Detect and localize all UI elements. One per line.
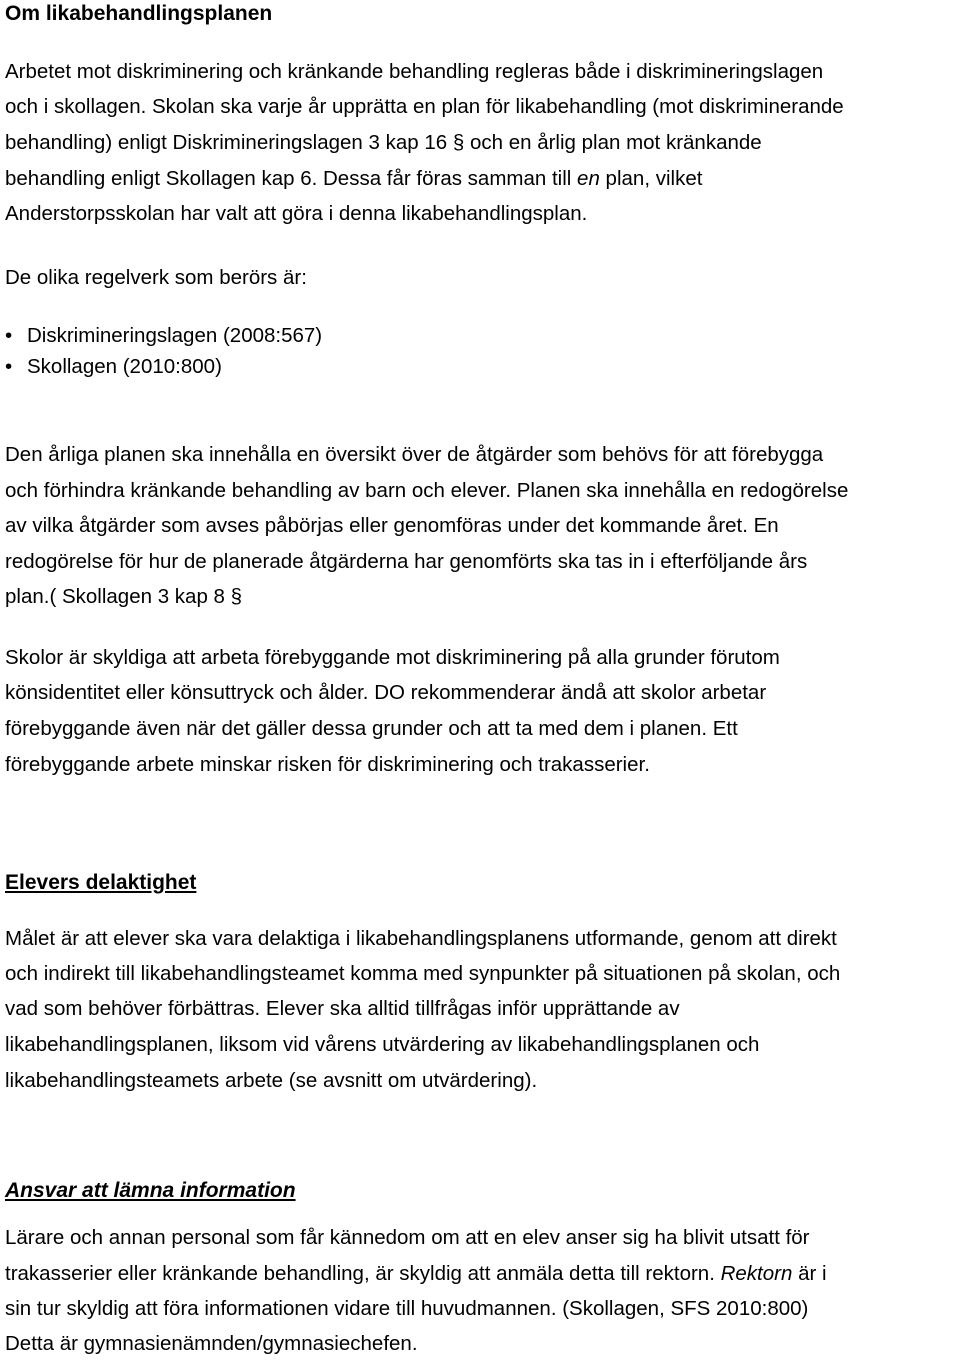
heading-ansvar-att-lamna-information: Ansvar att lämna information <box>5 1179 296 1202</box>
text-line: och förhindra kränkande behandling av barn och elever. Planen ska innehålla en redogörelse <box>5 479 849 502</box>
text-line <box>5 169 702 190</box>
heading-elevers-delaktighet: Elevers delaktighet <box>5 871 197 894</box>
text-line: könsidentitet eller könsuttryck och ålder. DO rekommenderar ändå att skolor arbetar <box>5 681 767 704</box>
text-line: Detta är gymnasienämnden/gymnasiechefen. <box>5 1332 418 1355</box>
text-line: likabehandlingsteamets arbete (se avsnitt om utvärdering). <box>5 1069 538 1092</box>
text-line: Anderstorpsskolan har valt att göra i denna likabehandlingsplan. <box>5 202 588 225</box>
text-line: behandling) enligt Diskrimineringslagen 3 kap 16 § och en årlig plan mot kränkande <box>5 131 762 154</box>
text-line: Skolor är skyldiga att arbeta förebyggande mot diskriminering på alla grunder förutom <box>5 646 780 669</box>
text-line: av vilka åtgärder som avses påbörjas eller genomföras under det kommande året. En <box>5 514 779 537</box>
text-span: behandling enligt Skollagen kap 6. Dessa får föras samman till <box>5 167 578 190</box>
bullet-icon: • <box>5 324 13 347</box>
text-span: trakasserier eller kränkande behandling, är skyldig att anmäla detta till rektorn. <box>5 1262 721 1285</box>
text-line: plan.( Skollagen 3 kap 8 § <box>5 585 243 608</box>
text-line: redogörelse för hur de planerade åtgärderna har genomförts ska tas in i efterföljande års <box>5 550 808 573</box>
text-line: likabehandlingsplanen, liksom vid vårens utvärdering av likabehandlingsplanen och <box>5 1033 760 1056</box>
text-line <box>5 1264 827 1285</box>
emphasis-en: en <box>577 167 600 190</box>
list-item <box>5 357 222 378</box>
text-span: plan, vilket <box>599 167 703 190</box>
list-item-text: Diskrimineringslagen (2008:567) <box>27 324 323 347</box>
text-line: förebyggande även när det gäller dessa grunder och att ta med dem i planen. Ett <box>5 717 738 740</box>
text-line: och i skollagen. Skolan ska varje år upprätta en plan för likabehandling (mot diskriminerande <box>5 95 844 118</box>
text-line: Arbetet mot diskriminering och kränkande behandling regleras både i diskrimineringslagen <box>5 60 824 83</box>
text-line: och indirekt till likabehandlingsteamet komma med synpunkter på situationen på skolan, och <box>5 962 841 985</box>
text-line: Den årliga planen ska innehålla en översikt över de åtgärder som behövs för att förebygga <box>5 443 824 466</box>
text-line: Lärare och annan personal som får kännedom om att en elev anser sig ha blivit utsatt för <box>5 1226 810 1249</box>
text-line: Målet är att elever ska vara delaktiga i likabehandlingsplanens utformande, genom att direkt <box>5 927 837 950</box>
bullet-icon: • <box>5 355 13 378</box>
emphasis-rektorn: Rektorn <box>720 1262 793 1285</box>
text-line: vad som behöver förbättras. Elever ska alltid tillfrågas inför upprättande av <box>5 997 680 1020</box>
list-item-text: Skollagen (2010:800) <box>27 355 222 378</box>
text-span: är i <box>792 1262 827 1285</box>
list-item <box>5 326 322 347</box>
text-line: förebyggande arbete minskar risken för diskriminering och trakasserier. <box>5 753 650 776</box>
list-intro: De olika regelverk som berörs är: <box>5 266 307 289</box>
heading-om-likabehandlingsplanen: Om likabehandlingsplanen <box>5 2 273 25</box>
text-line: sin tur skyldig att föra informationen vidare till huvudmannen. (Skollagen, SFS 2010:800) <box>5 1297 809 1320</box>
